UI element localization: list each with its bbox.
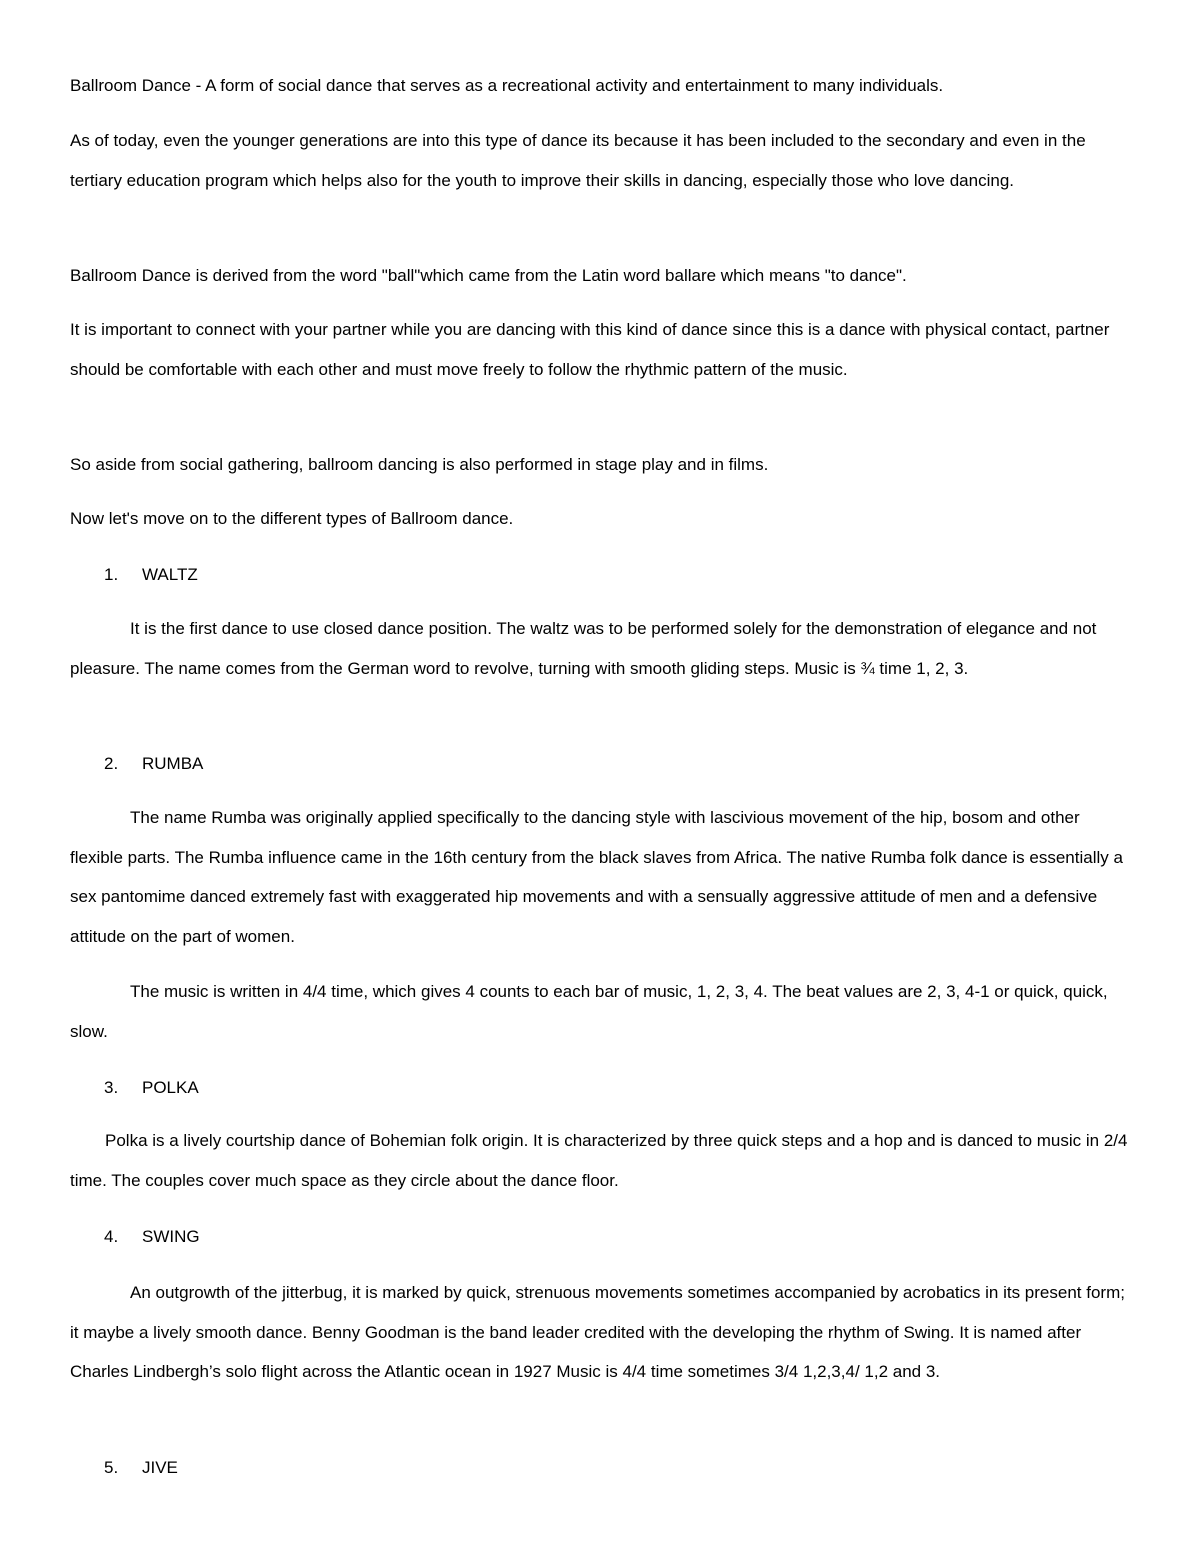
list-item-polka — [104, 1076, 199, 1100]
list-item-swing — [104, 1225, 200, 1249]
list-item-waltz — [104, 563, 198, 587]
list-item-rumba — [104, 752, 203, 776]
list-title: SWING — [142, 1227, 200, 1246]
polka-paragraph: Polka is a lively courtship dance of Bohemian folk origin. It is characterized by three quick steps and a hop and is danced to music in 2/4 time. The couples cover much space as they circle about the dance floor. — [70, 1131, 1128, 1190]
rumba-paragraph-1: The name Rumba was originally applied specifically to the dancing style with lascivious movement of the hip, bosom and other flexible parts. The Rumba influence came in the 16th century from the black slaves from Africa. The native Rumba folk dance is essentially a sex pantomime danced extremely fast with exaggerated hip movements and with a sensually aggressive attitude of men and a defensive attitude on the part of women. — [70, 808, 1123, 946]
list-title: RUMBA — [142, 754, 204, 773]
derived-paragraph: Ballroom Dance is derived from the word "ball"which came from the Latin word ballare which means "to dance". — [70, 266, 907, 285]
list-number: 2. — [104, 754, 119, 773]
rumba-paragraph-2: The music is written in 4/4 time, which gives 4 counts to each bar of music, 1, 2, 3, 4. The beat values are 2, 3, 4-1 or quick, quick, slow. — [70, 982, 1108, 1041]
list-number: 5. — [104, 1458, 119, 1477]
aside-paragraph: So aside from social gathering, ballroom dancing is also performed in stage play and in films. — [70, 455, 769, 474]
important-paragraph: It is important to connect with your partner while you are dancing with this kind of dance since this is a dance with physical contact, partner should be comfortable with each other and must move freely to follow the rhythmic pattern of the music. — [70, 320, 1110, 379]
intro-paragraph: Ballroom Dance - A form of social dance that serves as a recreational activity and entertainment to many individuals. — [70, 76, 944, 95]
waltz-paragraph: It is the first dance to use closed dance position. The waltz was to be performed solely for the demonstration of elegance and not pleasure. The name comes from the German word to revolve, turning with smooth gliding steps. Music is ¾ time 1, 2, 3. — [70, 619, 1097, 678]
list-number: 1. — [104, 565, 119, 584]
today-paragraph: As of today, even the younger generations are into this type of dance its because it has been included to the secondary and even in the tertiary education program which helps also for the youth to improve their skills in dancing, especially those who love dancing. — [70, 131, 1086, 190]
list-title: WALTZ — [142, 565, 198, 584]
list-title: POLKA — [142, 1078, 199, 1097]
list-number: 3. — [104, 1078, 119, 1097]
move-on-paragraph: Now let's move on to the different types of Ballroom dance. — [70, 509, 514, 528]
list-item-jive — [104, 1456, 178, 1480]
list-number: 4. — [104, 1227, 119, 1246]
list-title: JIVE — [142, 1458, 178, 1477]
swing-paragraph: An outgrowth of the jitterbug, it is marked by quick, strenuous movements sometimes accompanied by acrobatics in its present form; it maybe a lively smooth dance. Benny Goodman is the band leader credited with the developing the rhythm of Swing. It is named after Charles Lindbergh’s solo flight across the Atlantic ocean in 1927 Music is 4/4 time sometimes 3/4 1,2,3,4/ 1,2 and 3. — [70, 1283, 1125, 1381]
